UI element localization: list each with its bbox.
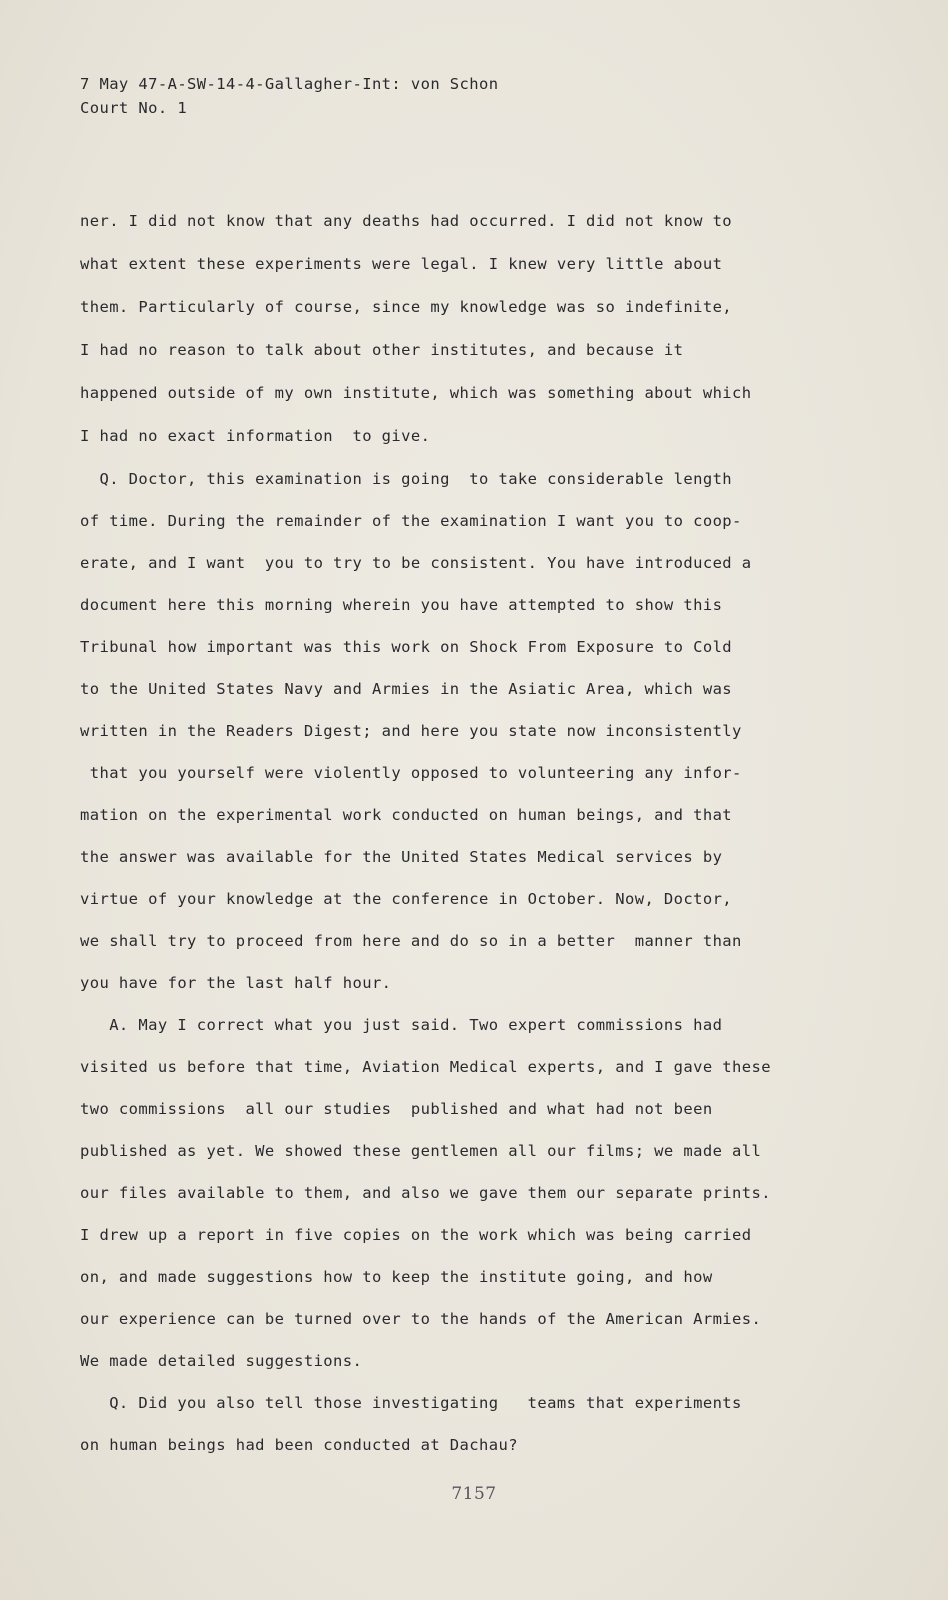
transcript-line: them. Particularly of course, since my knowledge was so indefinite, <box>80 298 733 316</box>
transcript-line: ner. I did not know that any deaths had occurred. I did not know to <box>80 212 733 230</box>
transcript-line: I had no reason to talk about other institutes, and because it <box>80 341 684 359</box>
transcript-line: Q. Did you also tell those investigating teams that experiments <box>80 1394 742 1412</box>
transcript-line: on, and made suggestions how to keep the institute going, and how <box>80 1268 713 1286</box>
header-line-court: Court No. 1 <box>80 99 188 117</box>
transcript-line: happened outside of my own institute, which was something about which <box>80 384 752 402</box>
page-number: 7157 <box>451 1484 497 1504</box>
transcript-line: document here this morning wherein you have attempted to show this <box>80 596 723 614</box>
transcript-line: the answer was available for the United States Medical services by <box>80 848 723 866</box>
transcript-line: our files available to them, and also we gave them our separate prints. <box>80 1184 771 1202</box>
transcript-line: that you yourself were violently opposed to volunteering any infor- <box>80 764 742 782</box>
transcript-line: two commissions all our studies published and what had not been <box>80 1100 713 1118</box>
transcript-line: of time. During the remainder of the examination I want you to coop- <box>80 512 742 530</box>
transcript-line: published as yet. We showed these gentlemen all our films; we made all <box>80 1142 762 1160</box>
transcript-line: written in the Readers Digest; and here you state now inconsistently <box>80 722 742 740</box>
transcript-line: our experience can be turned over to the hands of the American Armies. <box>80 1310 762 1328</box>
transcript-line: mation on the experimental work conducted on human beings, and that <box>80 806 733 824</box>
transcript-line: Q. Doctor, this examination is going to take considerable length <box>80 470 733 488</box>
transcript-line: virtue of your knowledge at the conference in October. Now, Doctor, <box>80 890 733 908</box>
transcript-line: erate, and I want you to try to be consistent. You have introduced a <box>80 554 752 572</box>
transcript-line: on human beings had been conducted at Dachau? <box>80 1436 518 1454</box>
transcript-line: to the United States Navy and Armies in the Asiatic Area, which was <box>80 680 733 698</box>
transcript-body <box>80 200 880 1466</box>
transcript-line: we shall try to proceed from here and do so in a better manner than <box>80 932 742 950</box>
transcript-line: Tribunal how important was this work on Shock From Exposure to Cold <box>80 638 733 656</box>
header-line-date-case: 7 May 47-A-SW-14-4-Gallagher-Int: von Schon <box>80 75 499 93</box>
transcript-line: visited us before that time, Aviation Medical experts, and I gave these <box>80 1058 771 1076</box>
document-header <box>80 72 498 120</box>
transcript-line: A. May I correct what you just said. Two expert commissions had <box>80 1016 723 1034</box>
transcript-line: what extent these experiments were legal. I knew very little about <box>80 255 723 273</box>
transcript-line: I had no exact information to give. <box>80 427 431 445</box>
transcript-line: We made detailed suggestions. <box>80 1352 363 1370</box>
transcript-line: you have for the last half hour. <box>80 974 392 992</box>
transcript-line: I drew up a report in five copies on the work which was being carried <box>80 1226 752 1244</box>
